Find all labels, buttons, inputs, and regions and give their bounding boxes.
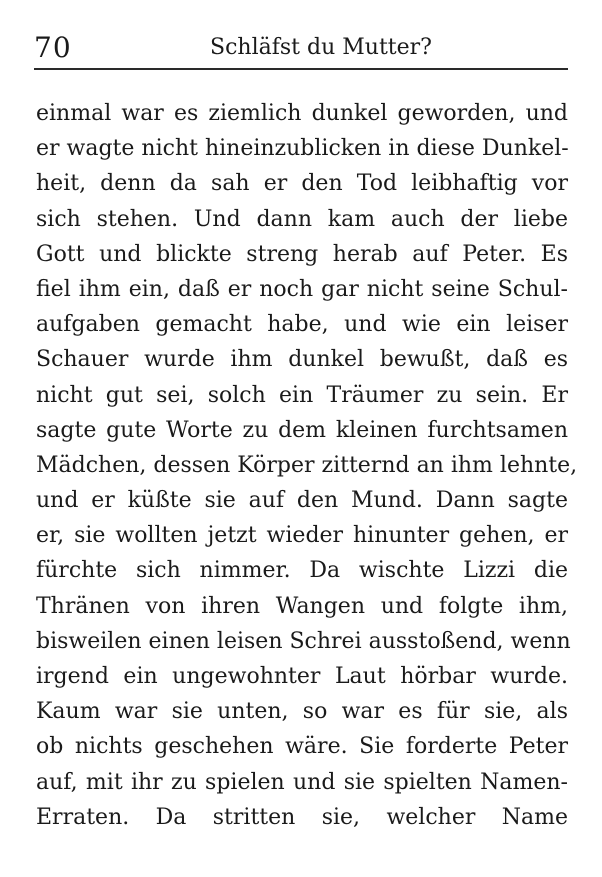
text-line: er wagte nicht hineinzublicken in diese Dunkel-: [36, 136, 569, 162]
text-line: ob nichts geschehen wäre. Sie forderte Peter: [36, 734, 568, 760]
text-line: irgend ein ungewohnter Laut hörbar wurde.: [36, 664, 568, 689]
text-line: Kaum war sie unten, so war es für sie, als: [36, 699, 568, 725]
text-line: Mädchen, dessen Körper zitternd an ihm lehnte,: [36, 452, 578, 478]
text-line: bisweilen einen leisen Schrei ausstoßend, wenn: [36, 628, 571, 654]
text-line: Thränen von ihren Wangen und folgte ihm,: [36, 593, 568, 619]
text-line: nicht gut sei, solch ein Träumer zu sein. Er: [36, 382, 568, 408]
text-line: Erraten. Da stritten sie, welcher Name: [36, 804, 568, 830]
text-line: Schauer wurde ihm dunkel bewußt, daß es: [36, 347, 568, 373]
running-title: Schläfst du Mutter?: [210, 35, 432, 60]
page-number: 70: [34, 31, 72, 64]
body-text: [36, 96, 578, 835]
text-line: einmal war es ziemlich dunkel geworden, und: [36, 101, 568, 126]
text-line: fiel ihm ein, daß er noch gar nicht seine Schul-: [36, 276, 568, 302]
header-rule: [34, 68, 568, 70]
text-line: aufgaben gemacht habe, und wie ein leiser: [36, 312, 568, 338]
text-line: und er küßte sie auf den Mund. Dann sagte: [36, 488, 568, 514]
text-line: er, sie wollten jetzt wieder hinunter gehen, er: [36, 523, 568, 549]
text-line: Gott und blickte streng herab auf Peter. Es: [36, 241, 568, 267]
text-line: auf, mit ihr zu spielen und sie spielten Namen-: [36, 769, 568, 795]
text-line: sagte gute Worte zu dem kleinen furchtsamen: [36, 417, 568, 443]
text-line: fürchte sich nimmer. Da wischte Lizzi die: [36, 558, 568, 584]
text-line: sich stehen. Und dann kam auch der liebe: [36, 206, 568, 232]
text-line: heit, denn da sah er den Tod leibhaftig vor: [36, 171, 568, 197]
page-header: [34, 30, 568, 66]
